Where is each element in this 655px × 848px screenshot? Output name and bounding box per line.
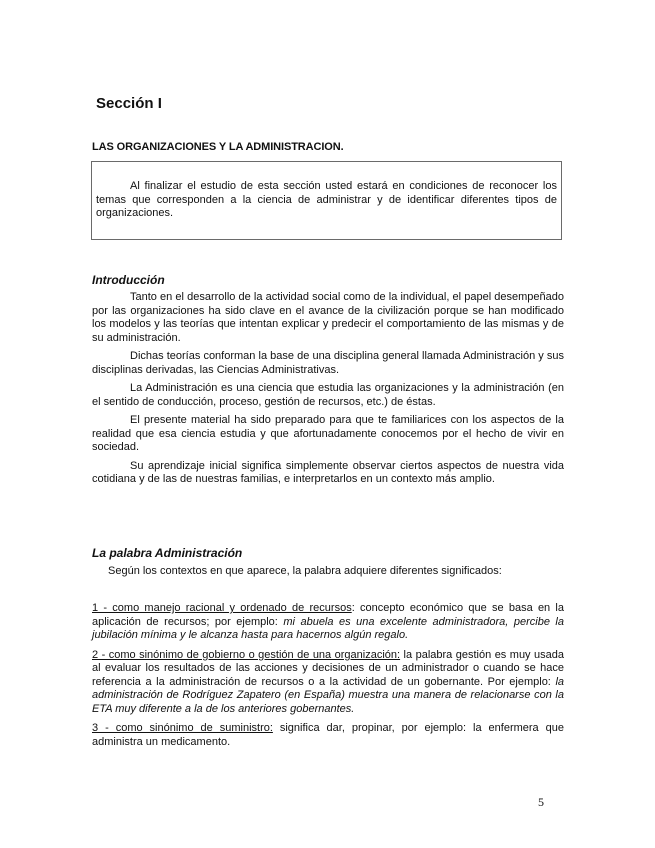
introduccion-body (92, 291, 564, 492)
meaning-example: la administración de Rodríguez Zapatero (en España) muestra una manera de relacionarse con la ETA muy diferente a la de los anteriores gobernantes. (92, 675, 564, 715)
meaning-item (92, 722, 564, 749)
intro-paragraph: El presente material ha sido preparado para que te familiarices con los aspectos de la realidad que esa ciencia estudia y que afortunadamente conocemos por el hecho de vivir en sociedad. (92, 414, 564, 453)
meaning-text: concepto económico que se basa en la aplicación de recursos; por ejemplo: (92, 602, 564, 628)
meaning-text: significa dar, propinar, por ejemplo: la enfermera que administra un medicamento. (92, 722, 564, 748)
section-title: Sección I (96, 95, 162, 112)
meaning-text: la palabra gestión es muy usada al evaluar los resultados de las acciones y decisiones de un administrador o cuando se hace referencia a la administración de recursos o a la actividad de un gobernante. Por ejemplo: (92, 648, 565, 688)
intro-paragraph: Tanto en el desarrollo de la actividad social como de la individual, el papel desempeñado por las organizaciones ha sido clave en el avance de la civilización porque se han modificado los modelos y las teorías que intentan explicar y predecir el comportamiento de las mismas y de su administración. (92, 291, 564, 344)
section-subtitle: LAS ORGANIZACIONES Y LA ADMINISTRACION. (92, 141, 344, 153)
objective-box (91, 161, 562, 240)
meaning-item (92, 602, 564, 643)
intro-paragraph: La Administración es una ciencia que estudia las organizaciones y la administración (en el sentido de conducción, proceso, gestión de recursos, etc.) de éstas. (92, 382, 564, 408)
palabra-heading: La palabra Administración (92, 546, 243, 560)
meaning-example: mi abuela es una excelente administradora, percibe la jubilación mínima y le alcanza hasta para hacernos algún regalo. (92, 615, 564, 641)
meaning-label: 1 - como manejo racional y ordenado de recursos (92, 602, 352, 614)
meaning-label: 3 - como sinónimo de suministro: (92, 722, 273, 734)
introduccion-heading: Introducción (92, 273, 165, 287)
meanings-list (92, 602, 564, 755)
meaning-item (92, 649, 564, 717)
palabra-intro: Según los contextos en que aparece, la palabra adquiere diferentes significados: (108, 565, 502, 577)
intro-paragraph: Su aprendizaje inicial significa simplemente observar ciertos aspectos de nuestra vida cotidiana y de las de nuestras familias, e interpretarlos en un contexto más amplio. (92, 459, 564, 485)
objective-text: Al finalizar el estudio de esta sección usted estará en condiciones de reconocer los temas que corresponden a la ciencia de administrar y de identificar diferentes tipos de organizaciones. (96, 180, 557, 219)
page-number: 5 (538, 795, 544, 809)
meaning-label: 2 - como sinónimo de gobierno o gestión de una organización: (92, 648, 401, 661)
meaning-separator: : (351, 602, 355, 614)
intro-paragraph: Dichas teorías conforman la base de una disciplina general llamada Administración y sus disciplinas derivadas, las Ciencias Administrativas. (92, 350, 564, 376)
